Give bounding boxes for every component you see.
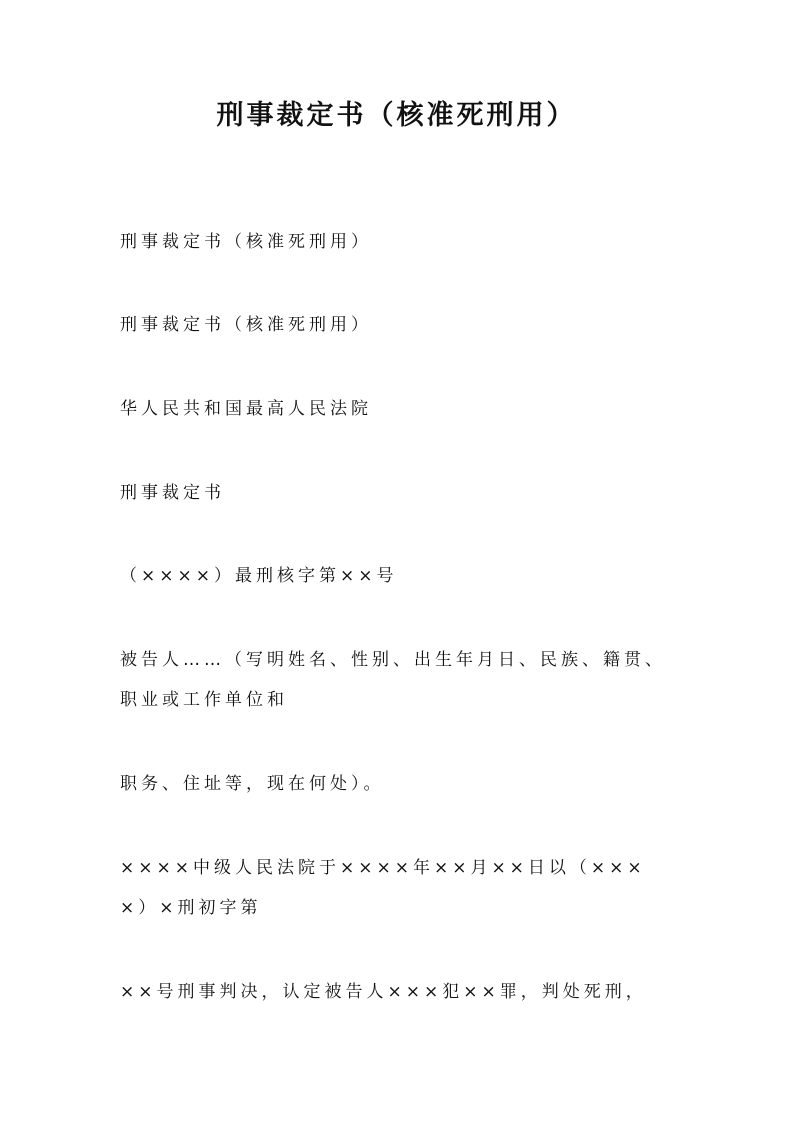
document-line: 刑事裁定书（核准死刑用） xyxy=(120,315,372,335)
document-line: ××号刑事判决，认定被告人×××犯××罪，判处死刑， xyxy=(120,982,647,1002)
document-line: ××××中级人民法院于××××年××月××日以（××× xyxy=(120,858,646,878)
document-line: 刑事裁定书（核准死刑用） xyxy=(120,232,372,252)
document-line: 职业或工作单位和 xyxy=(120,690,288,710)
document-line: 职务、住址等，现在何处）。 xyxy=(120,774,385,794)
document-title: 刑事裁定书（核准死刑用） xyxy=(216,100,577,131)
document-line: ×）×刑初字第 xyxy=(120,898,262,918)
court-name-line: 华人民共和国最高人民法院 xyxy=(120,399,372,419)
case-number-line: （××××）最刑核字第××号 xyxy=(120,566,398,586)
document-line: 被告人……（写明姓名、性别、出生年月日、民族、籍贯、 xyxy=(120,650,666,670)
document-type-line: 刑事裁定书 xyxy=(120,483,225,503)
